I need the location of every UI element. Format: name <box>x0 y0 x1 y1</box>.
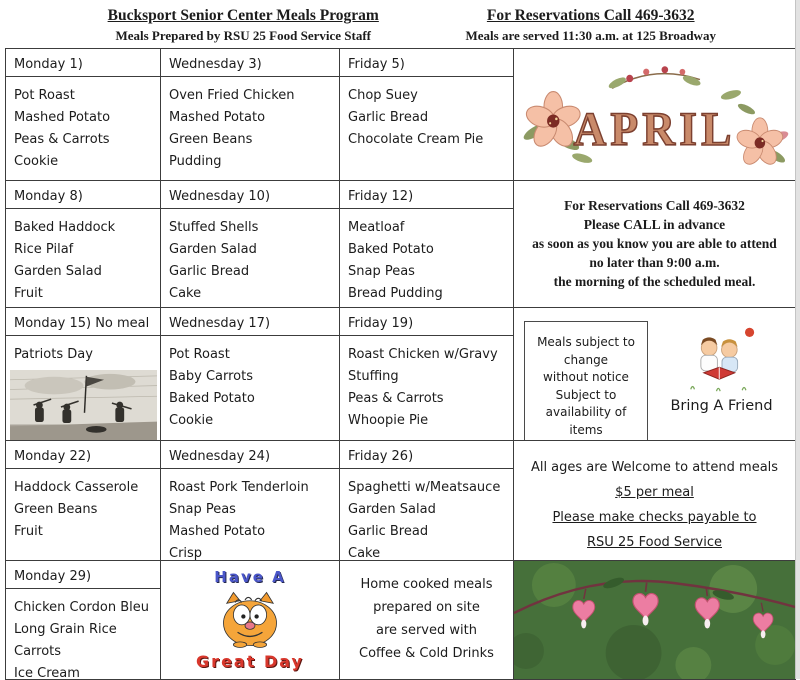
note-line: Please CALL in advance <box>583 217 726 232</box>
menu-list <box>340 77 513 151</box>
reservation-note <box>514 181 795 291</box>
note-line: the morning of the scheduled meal. <box>553 274 756 289</box>
welcome-note <box>514 441 795 555</box>
home-line: prepared on site <box>373 600 480 615</box>
day-label: Wednesday 17) <box>161 308 339 336</box>
note-line: as soon as you know you are able to attend <box>532 236 777 251</box>
menu-item: Fruit <box>14 286 43 301</box>
reservations-title: For Reservations Call 469-3632 <box>486 7 695 24</box>
menu-item: Whoopie Pie <box>348 413 429 428</box>
day-label: Wednesday 24) <box>161 441 339 469</box>
menu-item: Cake <box>169 286 202 301</box>
bleeding-hearts-photo <box>514 561 795 679</box>
menu-item: Carrots <box>14 644 62 659</box>
subject-change-wrap <box>514 308 795 440</box>
menu-list <box>161 336 339 432</box>
bleeding-hearts-cell <box>514 561 796 680</box>
home-line: Coffee & Cold Drinks <box>359 646 494 661</box>
home-line: are served with <box>376 623 477 638</box>
header-right <box>431 7 750 48</box>
header <box>0 0 800 48</box>
day-label: Monday 29) <box>6 561 160 589</box>
menu-item: Pot Roast <box>14 88 75 103</box>
page-title: Bucksport Senior Center Meals Program <box>107 7 379 24</box>
subject-to-change-box <box>524 321 648 441</box>
day-label: Monday 8) <box>6 181 160 209</box>
menu-item: Green Beans <box>169 132 253 147</box>
menu-item: Oven Fried Chicken <box>169 88 295 103</box>
day-label: Monday 15) No meal <box>6 308 160 336</box>
day-label: Friday 5) <box>340 49 513 77</box>
day-label: Friday 26) <box>340 441 513 469</box>
menu-item: Baked Potato <box>348 242 434 257</box>
menu-item: Bread Pudding <box>348 286 443 301</box>
header-left <box>55 7 431 48</box>
menu-item: Pudding <box>169 154 222 169</box>
menu-item: Haddock Casserole <box>14 480 139 495</box>
home-line: Home cooked meals <box>360 577 493 592</box>
menu-item: Mashed Potato <box>169 524 266 539</box>
welcome-line: All ages are Welcome to attend meals <box>530 460 779 475</box>
menu-list <box>161 469 339 561</box>
menu-item: Cake <box>348 546 381 561</box>
menu-item: Baked Potato <box>169 391 255 406</box>
page-edge-strip <box>795 0 800 679</box>
great-day-label: Great Day <box>196 652 304 671</box>
page-subtitle: Meals Prepared by RSU 25 Food Service Staff <box>115 28 371 43</box>
menu-item: Roast Chicken w/Gravy <box>348 347 498 362</box>
menu-item: Long Grain Rice <box>14 622 117 637</box>
menu-item: Garden Salad <box>169 242 257 257</box>
home-cooked-note <box>340 561 513 665</box>
flower-right <box>735 118 790 168</box>
menu-item: Snap Peas <box>169 502 236 517</box>
menu-item: Pot Roast <box>169 347 230 362</box>
payee-line: RSU 25 Food Service <box>587 535 722 550</box>
day-cell-monday-1 <box>6 49 161 181</box>
menu-item: Stuffed Shells <box>169 220 259 235</box>
meal-calendar <box>5 48 795 680</box>
menu-item: Chicken Cordon Bleu <box>14 600 150 615</box>
menu-item: Roast Pork Tenderloin <box>169 480 309 495</box>
subject-change-cell <box>514 308 796 441</box>
menu-item: Garlic Bread <box>348 110 429 125</box>
menu-list <box>340 336 513 432</box>
great-day-cell <box>161 561 340 680</box>
garfield-cat-image <box>202 590 298 648</box>
checks-line: Please make checks payable to <box>552 510 757 525</box>
menu-list <box>6 336 160 366</box>
subject-line: without notice <box>543 370 629 384</box>
april-artwork-cell <box>514 49 796 181</box>
menu-item: Baked Haddock <box>14 220 116 235</box>
note-line: For Reservations Call 469-3632 <box>564 198 745 213</box>
menu-list <box>6 469 160 543</box>
day-cell-monday-15 <box>6 308 161 441</box>
day-label: Wednesday 10) <box>161 181 339 209</box>
menu-item: Peas & Carrots <box>14 132 110 147</box>
day-cell-monday-29 <box>6 561 161 680</box>
menu-item: Baby Carrots <box>169 369 254 384</box>
menu-item: Mashed Potato <box>169 110 266 125</box>
menu-item: Garlic Bread <box>169 264 250 279</box>
menu-item: Spaghetti w/Meatsauce <box>348 480 501 495</box>
menu-list <box>6 77 160 173</box>
april-artwork <box>514 49 795 180</box>
april-word: APRIL <box>573 102 736 157</box>
day-label: Friday 19) <box>340 308 513 336</box>
day-cell-wednesday-17 <box>161 308 340 441</box>
day-label: Friday 12) <box>340 181 513 209</box>
price-line: $5 per meal <box>615 485 694 500</box>
day-cell-monday-8 <box>6 181 161 308</box>
menu-item: Stuffing <box>348 369 399 384</box>
menu-list <box>6 209 160 305</box>
subject-line: Subject to <box>555 387 617 402</box>
menu-list <box>340 209 513 305</box>
subject-line: Meals subject to <box>537 335 635 349</box>
menu-item: Chop Suey <box>348 88 418 103</box>
day-cell-wednesday-24 <box>161 441 340 561</box>
menu-item: Chocolate Cream Pie <box>348 132 484 147</box>
reservation-note-cell <box>514 181 796 308</box>
menu-item: Ice Cream <box>14 666 80 680</box>
day-cell-friday-12 <box>340 181 514 308</box>
menu-item: Cookie <box>169 413 214 428</box>
menu-item: Garden Salad <box>348 502 436 517</box>
subject-line: availability of items <box>545 405 627 437</box>
bring-a-friend-block <box>658 321 785 434</box>
menu-list <box>340 469 513 561</box>
day-cell-wednesday-3 <box>161 49 340 181</box>
reservations-subtitle: Meals are served 11:30 a.m. at 125 Broadway <box>465 28 716 43</box>
day-label: Monday 1) <box>6 49 160 77</box>
kids-reading-image <box>681 325 763 393</box>
day-cell-friday-5 <box>340 49 514 181</box>
menu-list <box>6 589 160 680</box>
day-cell-wednesday-10 <box>161 181 340 308</box>
menu-item: Crisp <box>169 546 203 561</box>
menu-item: Snap Peas <box>348 264 415 279</box>
have-a-label: Have A <box>214 568 286 586</box>
day-label: Wednesday 3) <box>161 49 339 77</box>
subject-line: change <box>563 352 609 367</box>
menu-item: Patriots Day <box>14 347 93 362</box>
menu-item: Mashed Potato <box>14 110 111 125</box>
day-cell-monday-22 <box>6 441 161 561</box>
menu-item: Garlic Bread <box>348 524 429 539</box>
day-label: Monday 22) <box>6 441 160 469</box>
bring-a-friend-label: Bring A Friend <box>670 398 773 414</box>
menu-item: Green Beans <box>14 502 98 517</box>
menu-item: Meatloaf <box>348 220 405 235</box>
home-cooked-cell <box>340 561 514 680</box>
menu-list <box>161 209 339 305</box>
menu-item: Fruit <box>14 524 43 539</box>
day-cell-friday-19 <box>340 308 514 441</box>
patriots-day-battle-image <box>10 370 157 441</box>
menu-item: Cookie <box>14 154 59 169</box>
welcome-note-cell <box>514 441 796 561</box>
menu-item: Rice Pilaf <box>14 242 74 257</box>
menu-item: Garden Salad <box>14 264 102 279</box>
menu-item: Peas & Carrots <box>348 391 444 406</box>
day-cell-friday-26 <box>340 441 514 561</box>
note-line: no later than 9:00 a.m. <box>589 255 720 270</box>
menu-list <box>161 77 339 173</box>
